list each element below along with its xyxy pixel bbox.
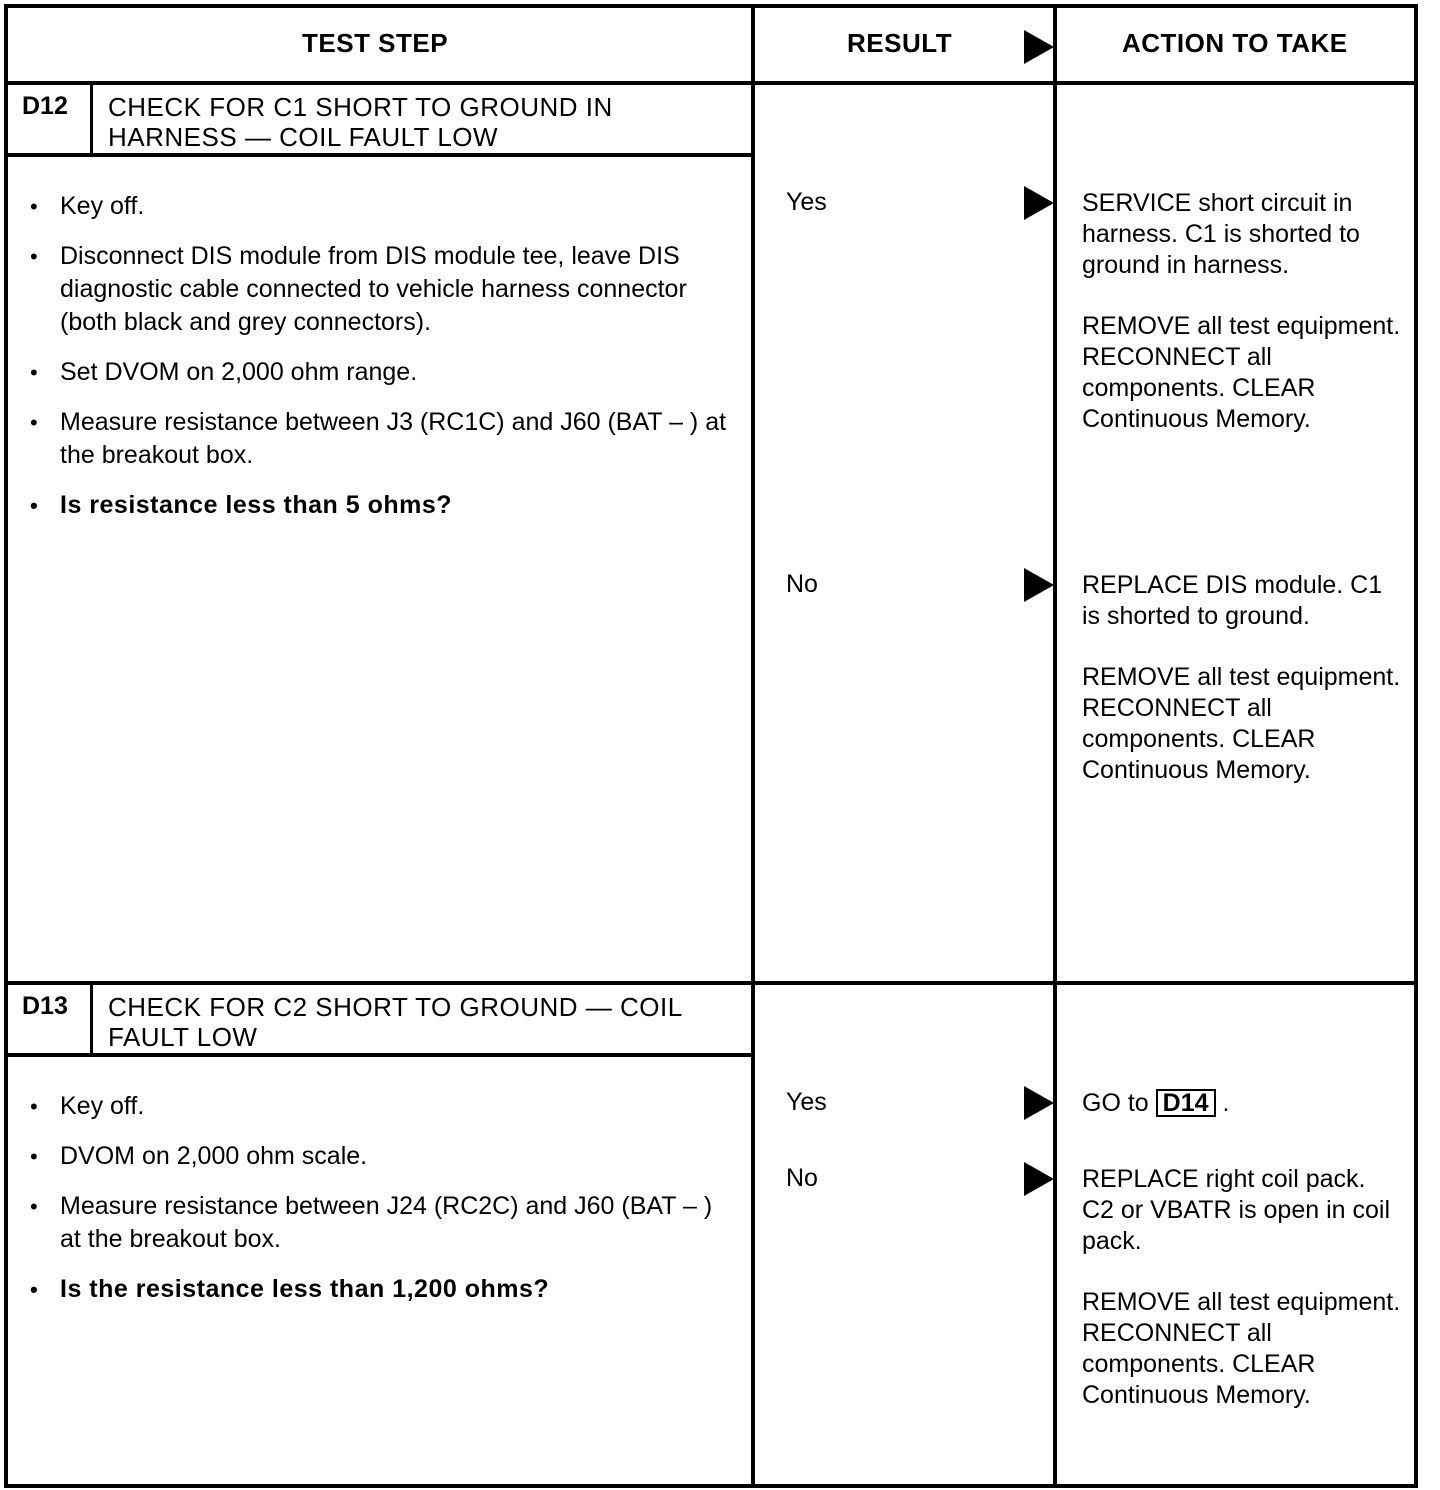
header-bottom-border xyxy=(4,81,1418,85)
instruction-item: • Key off. xyxy=(30,190,730,223)
step-title-d12 xyxy=(108,92,748,152)
action-text: REMOVE all test equipment. RECONNECT all components. CLEAR Continuous Memory. xyxy=(1082,312,1401,433)
instruction-question: • Is resistance less than 5 ohms? xyxy=(30,489,730,522)
step-reference-d14[interactable]: D14 xyxy=(1156,1089,1216,1117)
row-divider xyxy=(4,981,1418,985)
header-result: RESULT xyxy=(847,28,953,58)
instruction-item: • Key off. xyxy=(30,1090,730,1123)
step-instructions-d12 xyxy=(30,190,730,539)
action-no-d13 xyxy=(1082,1164,1402,1441)
action-text: REMOVE all test equipment. RECONNECT all components. CLEAR Continuous Memory. xyxy=(1082,1288,1401,1409)
header-test-step: TEST STEP xyxy=(302,28,449,58)
instruction-item: • Measure resistance between J3 (RC1C) and J60 (BAT – ) at the breakout box. xyxy=(30,406,730,472)
action-text: REPLACE DIS module. C1 is shorted to ground. xyxy=(1082,571,1383,630)
action-text: REPLACE right coil pack. C2 or VBATR is open in coil pack. xyxy=(1082,1165,1390,1255)
action-text: SERVICE short circuit in harness. C1 is shorted to ground in harness. xyxy=(1082,189,1360,279)
action-text: . xyxy=(1222,1089,1230,1117)
step-id-d12: D12 xyxy=(22,92,68,120)
d12-id-divider xyxy=(90,84,93,155)
instruction-item: • Disconnect DIS module from DIS module tee, leave DIS diagnostic cable connected to vehicle harness connector (both black and grey connectors). xyxy=(30,240,730,339)
d13-title-underline xyxy=(4,1053,755,1057)
table-bottom-border xyxy=(4,1484,1418,1488)
result-yes-d12: Yes xyxy=(786,188,827,216)
step-title-line: CHECK FOR C2 SHORT TO GROUND — COIL xyxy=(108,992,683,1022)
arrow-icon xyxy=(1024,568,1054,602)
step-title-line: HARNESS — COIL FAULT LOW xyxy=(108,122,499,152)
table-top-border xyxy=(4,4,1418,8)
table-right-border xyxy=(1414,4,1418,1488)
arrow-icon xyxy=(1024,1162,1054,1196)
instruction-item: • DVOM on 2,000 ohm scale. xyxy=(30,1140,730,1173)
column-divider-result xyxy=(751,4,755,1488)
table-left-border xyxy=(4,4,8,1488)
step-title-d13 xyxy=(108,992,748,1052)
action-yes-d13 xyxy=(1082,1088,1402,1119)
action-no-d12 xyxy=(1082,570,1402,816)
d13-id-divider xyxy=(90,984,93,1055)
result-yes-d13: Yes xyxy=(786,1088,827,1116)
header-arrow-icon xyxy=(1024,30,1054,64)
column-divider-action xyxy=(1053,4,1057,1488)
header-action: ACTION TO TAKE xyxy=(1122,28,1348,58)
instruction-item: • Set DVOM on 2,000 ohm range. xyxy=(30,356,730,389)
action-text: REMOVE all test equipment. RECONNECT all components. CLEAR Continuous Memory. xyxy=(1082,663,1401,784)
instruction-question: • Is the resistance less than 1,200 ohms? xyxy=(30,1273,730,1306)
result-no-d12: No xyxy=(786,570,818,598)
arrow-icon xyxy=(1024,186,1054,220)
step-title-line: FAULT LOW xyxy=(108,1022,258,1052)
result-no-d13: No xyxy=(786,1164,818,1192)
instruction-item: • Measure resistance between J24 (RC2C) and J60 (BAT – ) at the breakout box. xyxy=(30,1190,730,1256)
action-text: GO to xyxy=(1082,1089,1149,1117)
step-instructions-d13 xyxy=(30,1090,730,1323)
arrow-icon xyxy=(1024,1086,1054,1120)
d12-title-underline xyxy=(4,153,755,157)
step-id-d13: D13 xyxy=(22,992,68,1020)
step-title-line: CHECK FOR C1 SHORT TO GROUND IN xyxy=(108,92,613,122)
action-yes-d12 xyxy=(1082,188,1402,465)
